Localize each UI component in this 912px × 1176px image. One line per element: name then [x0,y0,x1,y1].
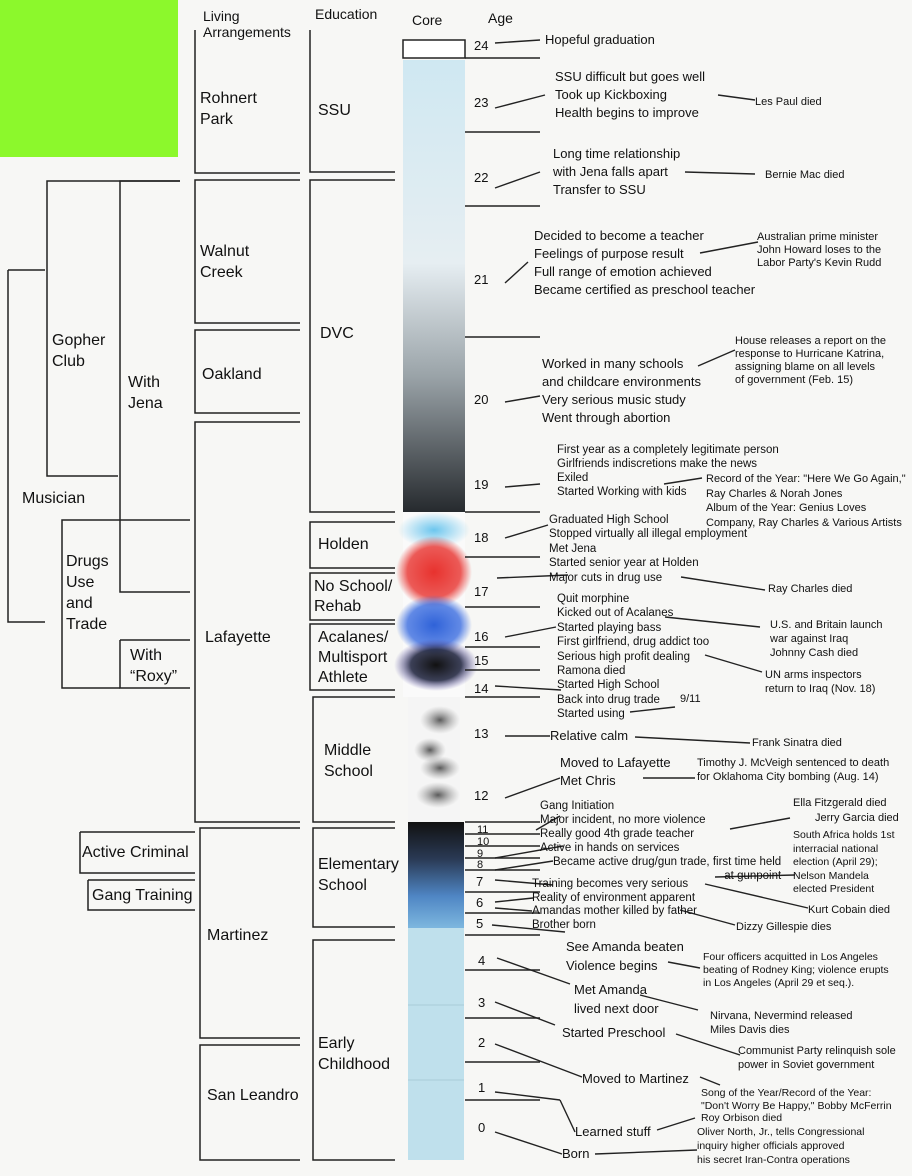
living-lafayette: Lafayette [205,629,271,646]
group-with-jena: With Jena [128,374,163,412]
education-acalanes: Acalanes/ Multisport Athlete [318,629,389,686]
event-age-12: Moved to Lafayette Met Chris [560,755,671,788]
world-song-of-year: Song of the Year/Record of the Year: "Don't Worry Be Happy," Bobby McFerrin Roy Orbison died [701,1087,892,1124]
event-age-13: Relative calm [550,728,629,743]
event-age-11: Gang Initiation Major incident, no more violence Really good 4th grade teacher Active in hands on services [540,800,706,854]
world-sinatra: Frank Sinatra died [752,737,842,749]
age-label: 9 [477,848,484,860]
group-gopher-club: Gopher Club [52,332,106,370]
living-martinez: Martinez [207,927,269,944]
age-label: 7 [476,874,484,889]
header-core: Core [412,12,443,28]
age-label: 8 [477,859,484,871]
event-age-19: First year as a completely legitimate person Girlfriends indiscretions make the news Exiled Started Working with kids [557,444,779,498]
header-living-arrangements: Living Arrangements [203,8,291,40]
living-san-leandro: San Leandro [207,1087,299,1104]
group-musician: Musician [22,490,86,507]
age-label: 16 [474,629,489,644]
age-label: 11 [477,824,489,836]
world-katrina: House releases a report on the response to Hurricane Katrina, assigning blame on all levels of government (Feb. 15) [735,335,887,386]
world-ella: Ella Fitzgerald died [793,797,887,809]
age-label: 4 [478,953,486,968]
group-with-roxy: With “Roxy” [130,647,178,685]
age-label: 17 [474,584,489,599]
age-label: 15 [474,653,489,668]
age-label: 2 [478,1035,486,1050]
age-label: 13 [474,726,489,741]
age-label: 3 [478,995,486,1010]
world-gillespie: Dizzy Gillespie dies [736,921,832,933]
education-middle-school: Middle School [324,742,373,780]
world-garcia: Jerry Garcia died [815,812,899,824]
group-drugs-use-trade: Drugs Use and Trade [66,553,109,633]
living-oakland: Oakland [202,366,262,383]
education-elementary-school: Elementary School [318,856,399,894]
age-label: 23 [474,95,489,110]
education-dvc: DVC [320,325,354,342]
age-label: 21 [474,272,489,287]
age-label: 22 [474,170,489,185]
event-age-23: SSU difficult but goes well Took up Kickboxing Health begins to improve [555,69,706,120]
event-age-24: Hopeful graduation [545,32,655,47]
age-label: 1 [478,1080,486,1095]
world-mcveigh: Timothy J. McVeigh sentenced to death for Oklahoma City bombing (Aug. 14) [697,757,890,783]
event-age-21: Decided to become a teacher Feelings of purpose result Full range of emotion achieved Became certified as preschool teacher [534,228,756,297]
world-les-paul: Les Paul died [755,96,822,108]
event-age-16: Quit morphine Kicked out of Acalanes Started playing bass First girlfriend, drug addict too Serious high profit dealing Ramona died Started High School Back into drug trade Started using [557,593,710,721]
event-age-22: Long time relationship with Jena falls apart Transfer to SSU [553,146,681,197]
world-iraq-war: U.S. and Britain launch war against Iraq Johnny Cash died [770,619,883,659]
event-age-8: Became active drug/gun trade, first time held at gunpoint [553,856,782,882]
age-label: 6 [476,895,484,910]
event-age-7: Training becomes very serious Reality of environment apparent Amandas mother killed by father Brother born [532,878,697,931]
event-age-3: Met Amanda lived next door [574,982,659,1016]
world-south-africa: South Africa holds 1st interracial national election (April 29); Nelson Mandela elected President [793,829,895,895]
event-9-11: 9/11 [680,693,701,705]
age-label: 10 [477,836,490,848]
event-age-0: Born [562,1146,590,1161]
age-label: 5 [476,916,484,931]
header-age: Age [488,10,513,26]
living-rohnert-park: Rohnert Park [200,90,257,128]
event-age-4: See Amanda beaten Violence begins [566,939,684,973]
event-age-2: Started Preschool [562,1025,666,1040]
age-label: 24 [474,38,489,53]
education-holden: Holden [318,536,369,553]
world-un-inspectors: UN arms inspectors return to Iraq (Nov. 18) [765,669,876,695]
event-age-20: Worked in many schools and childcare environments Very serious music study Went through abortion [542,356,701,425]
age-label: 18 [474,530,489,545]
world-nirvana: Nirvana, Nevermind released Miles Davis dies [710,1010,853,1036]
world-ray-charles: Ray Charles died [768,583,853,595]
world-grammy: Record of the Year: "Here We Go Again," Ray Charles & Norah Jones Album of the Year: Genius Loves Company, Ray Charles & Various Artists [706,473,906,529]
age-label: 20 [474,392,489,407]
age-label: 14 [474,681,489,696]
world-bernie-mac: Bernie Mac died [765,169,845,181]
age-label: 0 [478,1120,486,1135]
world-howard: Australian prime minister John Howard loses to the Labor Party's Kevin Rudd [757,231,882,269]
world-soviet: Communist Party relinquish sole power in Soviet government [738,1045,896,1071]
group-gang-training: Gang Training [92,887,193,904]
world-cobain: Kurt Cobain died [808,904,890,916]
event-age-18: Graduated High School Stopped virtually all illegal employment Met Jena Started senior year at Holden Major cuts in drug use [549,514,748,584]
event-age-1: Moved to Martinez [582,1071,689,1086]
world-iran-contra: Oliver North, Jr., tells Congressional inquiry higher officials approved his secret Iran-Contra operations [697,1126,865,1166]
age-label: 19 [474,477,489,492]
education-ssu: SSU [318,102,351,119]
education-no-school-rehab: No School/ Rehab [314,578,393,615]
education-early-childhood: Early Childhood [318,1035,391,1073]
world-rodney-king: Four officers acquitted in Los Angeles beating of Rodney King; violence erupts in Los Angeles (April 29 et seq.). [703,951,889,989]
living-walnut-creek: Walnut Creek [200,243,250,281]
header-education: Education [315,6,378,22]
age-label: 12 [474,788,489,803]
group-active-criminal: Active Criminal [82,844,189,861]
event-learned-stuff: Learned stuff [575,1124,651,1139]
